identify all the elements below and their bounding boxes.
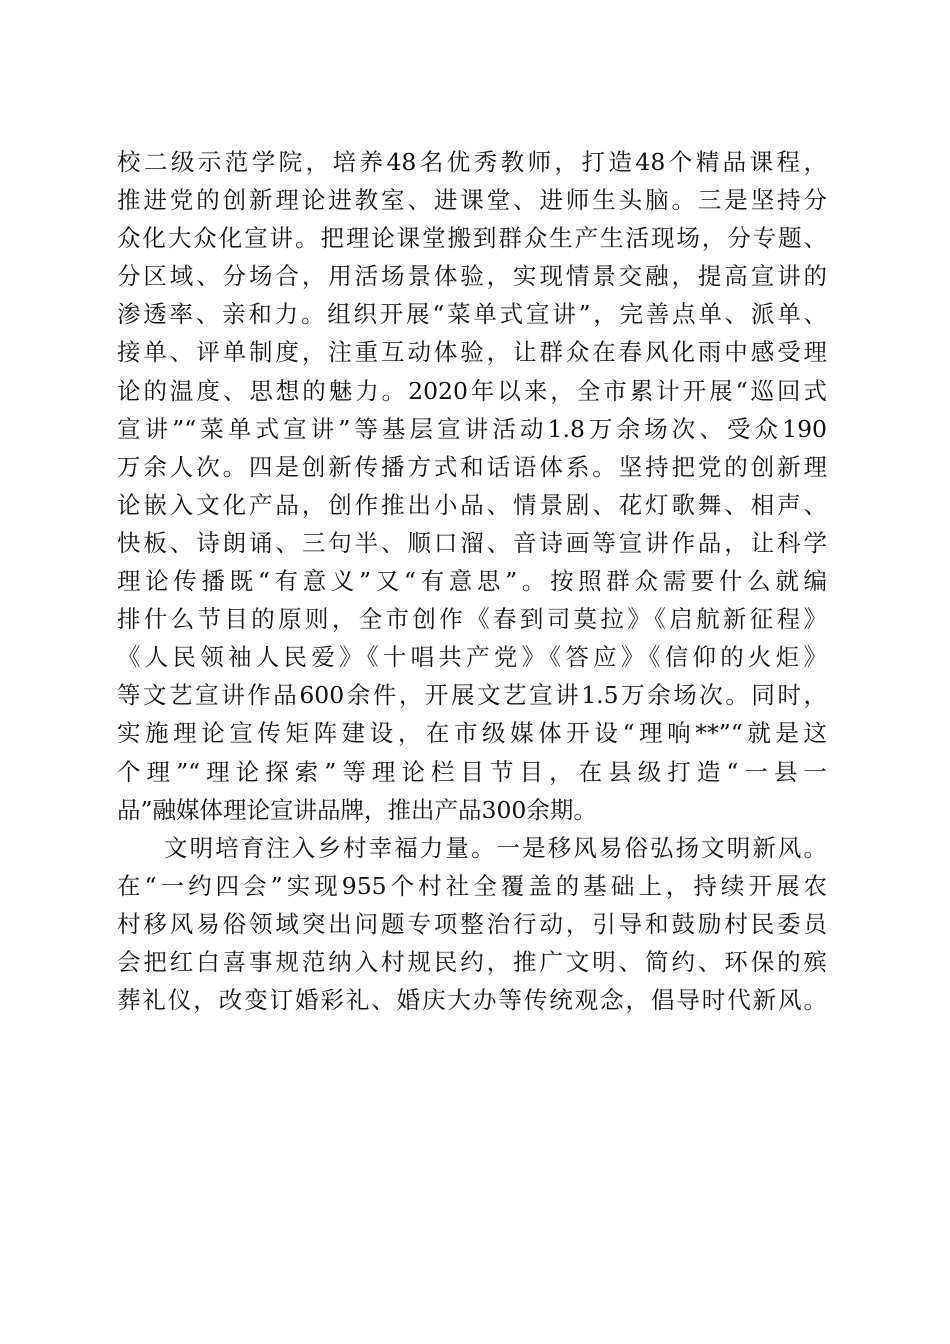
text-line: 个理”“理论探索”等理论栏目节目，在县级打造“一县一 [117,757,827,786]
text-line: 接单、评单制度，注重互动体验，让群众在春风化雨中感受理 [117,338,827,367]
text-line: 村移风易俗领域突出问题专项整治行动，引导和鼓励村民委员 [117,909,827,938]
text-line: 论嵌入文化产品，创作推出小品、情景剧、花灯歌舞、相声、 [117,490,827,519]
paragraph [117,143,827,829]
text-line: 渗透率、亲和力。组织开展“菜单式宣讲”，完善点单、派单、 [117,300,827,329]
text-line: 《人民领袖人民爱》《十唱共产党》《答应》《信仰的火炬》 [117,643,827,672]
text-line: 校二级示范学院，培养48名优秀教师，打造48个精品课程， [117,148,827,176]
text-line: 推进党的创新理论进教室、进课堂、进师生头脑。三是坚持分 [117,186,827,215]
text-line: 在“一约四会”实现955个村社全覆盖的基础上，持续开展农 [117,871,827,900]
text-line: 宣讲”“菜单式宣讲”等基层宣讲活动1.8万余场次、受众190 [117,414,827,443]
text-line: 文明培育注入乡村幸福力量。一是移风易俗弘扬文明新风。 [164,833,827,862]
text-line: 排什么节目的原则，全市创作《春到司莫拉》《启航新征程》 [117,605,827,634]
text-line: 理论传播既“有意义”又“有意思”。按照群众需要什么就编 [117,567,827,596]
text-line: 等文艺宣讲作品600余件，开展文艺宣讲1.5万余场次。同时， [117,681,827,710]
text-line: 会把红白喜事规范纳入村规民约，推广文明、简约、环保的殡 [117,947,827,976]
paragraph [117,829,827,1019]
text-line: 快板、诗朗诵、三句半、顺口溜、音诗画等宣讲作品，让科学 [117,528,827,557]
text-line: 分区域、分场合，用活场景体验，实现情景交融，提高宣讲的 [117,262,827,291]
text-line: 万余人次。四是创新传播方式和话语体系。坚持把党的创新理 [117,452,827,481]
text-line: 品”融媒体理论宣讲品牌，推出产品300余期。 [117,795,597,824]
text-line: 众化大众化宣讲。把理论课堂搬到群众生产生活现场，分专题、 [117,224,827,253]
text-line: 论的温度、思想的魅力。2020年以来，全市累计开展“巡回式 [117,376,827,405]
text-line: 实施理论宣传矩阵建设，在市级媒体开设“理响**”“就是这 [117,719,827,748]
text-line: 葬礼仪，改变订婚彩礼、婚庆大办等传统观念，倡导时代新风。 [117,986,827,1015]
document-page [117,143,827,1019]
